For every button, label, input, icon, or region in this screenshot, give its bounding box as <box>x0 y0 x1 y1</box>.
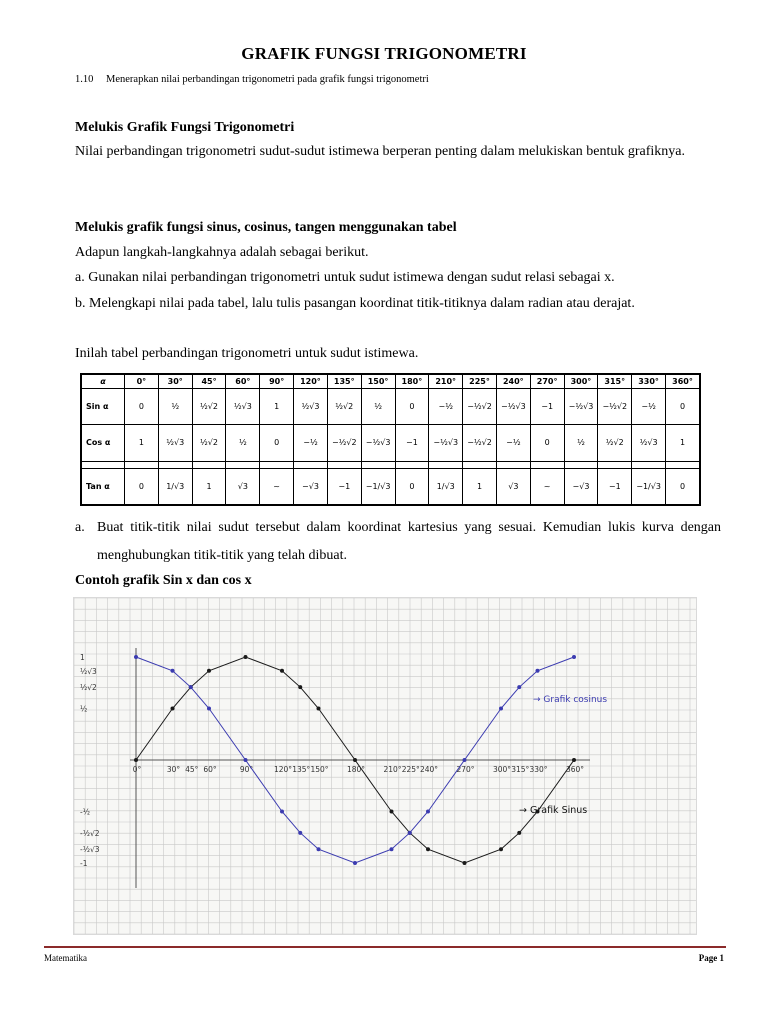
table-header-angle: 0° <box>125 375 159 389</box>
table-cell: −½ <box>496 425 530 461</box>
y-tick-label: ½√2 <box>80 683 97 693</box>
x-tick-label: 360° <box>565 765 585 774</box>
table-cell: ½√2 <box>192 389 226 425</box>
y-tick-label: -½ <box>80 807 90 817</box>
table-row-label: Sin α <box>82 389 125 425</box>
subtitle <box>75 74 429 85</box>
table-cell: ½√3 <box>632 425 666 461</box>
x-tick-label: 330° <box>529 765 548 774</box>
table-cell: ½√3 <box>294 389 328 425</box>
table-cell: −1 <box>530 389 564 425</box>
table-cell: ½√3 <box>226 389 260 425</box>
data-point <box>134 655 138 659</box>
subtitle-number: 1.10 <box>75 74 94 85</box>
table-cell: ½√2 <box>327 389 361 425</box>
table-cell: ½ <box>226 425 260 461</box>
data-point <box>298 831 302 835</box>
cosine-legend-label: → Grafik cosinus <box>533 695 608 705</box>
data-point <box>317 847 321 851</box>
table-cell: −½ <box>632 389 666 425</box>
table-header-angle: 180° <box>395 375 429 389</box>
section1-body: Nilai perbandingan trigonometri sudut-sudut istimewa berperan penting dalam melukiskan bentuk grafiknya. <box>75 144 686 159</box>
x-tick-label: 270° <box>456 765 475 774</box>
table-cell: −½√3 <box>361 425 395 461</box>
data-point <box>207 669 211 673</box>
data-point <box>426 847 430 851</box>
footer-left: Matematika <box>44 953 87 963</box>
table-header-angle: 210° <box>429 375 463 389</box>
data-point <box>171 669 175 673</box>
step-b: b. Melengkapi nilai pada tabel, lalu tulis pasangan koordinat titik-titiknya dalam radian atau derajat. <box>75 296 635 311</box>
table-row <box>82 389 700 425</box>
table-header-angle: 60° <box>226 375 260 389</box>
table-header-angle: 315° <box>598 375 632 389</box>
table-row <box>82 425 700 461</box>
table-header-angle: 30° <box>158 375 192 389</box>
sine-legend-label: → Grafik Sinus <box>519 805 588 816</box>
table-row-label: Cos α <box>82 425 125 461</box>
table-cell: 1 <box>666 425 700 461</box>
x-tick-label: 30° <box>166 765 181 774</box>
x-tick-label: 315° <box>511 765 530 774</box>
graph-panel <box>73 597 697 935</box>
table-cell: −1/√3 <box>632 468 666 504</box>
table-cell: ½√2 <box>598 425 632 461</box>
data-point <box>244 758 248 762</box>
table-cell: −1 <box>598 468 632 504</box>
list-label: a. <box>75 520 85 535</box>
table-header-angle: 135° <box>327 375 361 389</box>
table-header-angle: 120° <box>294 375 328 389</box>
table-cell: −½√3 <box>429 425 463 461</box>
data-point <box>463 861 467 865</box>
trig-chart <box>74 598 696 934</box>
x-tick-label: 120° <box>273 765 293 774</box>
y-tick-label: 1 <box>80 653 85 662</box>
data-point <box>536 669 540 673</box>
table-cell: −√3 <box>564 468 598 504</box>
x-tick-label: 300° <box>492 765 512 774</box>
table-cell: −1/√3 <box>361 468 395 504</box>
data-point <box>353 861 357 865</box>
y-tick-label: ½ <box>80 704 88 714</box>
table-cell: ~ <box>530 468 564 504</box>
table-header-angle: 45° <box>192 375 226 389</box>
table-cell: 1 <box>260 389 294 425</box>
data-point <box>499 707 503 711</box>
table-row-label: Tan α <box>82 468 125 504</box>
data-point <box>390 847 394 851</box>
table-cell: 0 <box>395 468 429 504</box>
table-cell: −½√3 <box>564 389 598 425</box>
table-header-angle: 90° <box>260 375 294 389</box>
data-point <box>572 655 576 659</box>
data-point <box>189 685 193 689</box>
table-header-angle: 150° <box>361 375 395 389</box>
data-point <box>317 707 321 711</box>
data-point <box>280 810 284 814</box>
table-cell: ½√3 <box>158 425 192 461</box>
table-header-angle: 300° <box>564 375 598 389</box>
x-tick-label: 0° <box>132 765 142 774</box>
table-cell: ½ <box>361 389 395 425</box>
y-tick-label: -1 <box>80 859 88 868</box>
data-point <box>390 810 394 814</box>
table-cell: √3 <box>496 468 530 504</box>
table-cell: 1 <box>192 468 226 504</box>
data-point <box>499 847 503 851</box>
table-cell: −√3 <box>294 468 328 504</box>
table-cell: −1 <box>395 425 429 461</box>
table-cell: 1/√3 <box>158 468 192 504</box>
x-tick-label: 210° <box>383 765 402 774</box>
section2-intro: Adapun langkah-langkahnya adalah sebagai berikut. <box>75 245 369 260</box>
data-point <box>463 758 467 762</box>
table-cell: −1 <box>327 468 361 504</box>
table-cell: −½√2 <box>463 425 497 461</box>
table-row <box>82 468 700 504</box>
y-tick-label: -½√3 <box>80 845 100 855</box>
list-item-a <box>75 514 721 570</box>
table-header-angle: 360° <box>666 375 700 389</box>
graph-heading: Contoh grafik Sin x dan cos x <box>75 573 252 588</box>
x-tick-label: 135° <box>292 765 311 774</box>
table-cell: 0 <box>530 425 564 461</box>
data-point <box>244 655 248 659</box>
table-cell: 1/√3 <box>429 468 463 504</box>
section2-heading: Melukis grafik fungsi sinus, cosinus, tangen menggunakan tabel <box>75 220 457 235</box>
table-cell: ½ <box>158 389 192 425</box>
data-point <box>298 685 302 689</box>
table-cell: −½√2 <box>327 425 361 461</box>
table-cell: 0 <box>125 468 159 504</box>
table-cell: −½ <box>429 389 463 425</box>
data-point <box>134 758 138 762</box>
table-cell: 1 <box>125 425 159 461</box>
table-cell: −½√3 <box>496 389 530 425</box>
x-tick-label: 240° <box>419 765 439 774</box>
footer-divider <box>44 946 726 948</box>
table-cell: ~ <box>260 468 294 504</box>
data-point <box>408 831 412 835</box>
table-cell: −½√2 <box>598 389 632 425</box>
table-header-angle: 270° <box>530 375 564 389</box>
x-tick-label: 225° <box>401 765 420 774</box>
table-cell: ½ <box>564 425 598 461</box>
trig-table <box>80 373 701 506</box>
section1-heading: Melukis Grafik Fungsi Trigonometri <box>75 120 295 135</box>
table-cell: −½ <box>294 425 328 461</box>
table-header-angle: 225° <box>463 375 497 389</box>
data-point <box>353 758 357 762</box>
data-point <box>426 810 430 814</box>
table-header-angle: 240° <box>496 375 530 389</box>
x-tick-label: 45° <box>185 765 199 774</box>
data-point <box>572 758 576 762</box>
table-cell: 0 <box>395 389 429 425</box>
subtitle-text: Menerapkan nilai perbandingan trigonometri pada grafik fungsi trigonometri <box>106 74 429 85</box>
table-cell: √3 <box>226 468 260 504</box>
table-cell: ½√2 <box>192 425 226 461</box>
table-cell: −½√2 <box>463 389 497 425</box>
table-cell: 0 <box>666 389 700 425</box>
data-point <box>171 707 175 711</box>
table-cell: 0 <box>260 425 294 461</box>
table-cell: 0 <box>125 389 159 425</box>
table-intro: Inilah tabel perbandingan trigonometri untuk sudut istimewa. <box>75 346 419 361</box>
data-point <box>517 831 521 835</box>
step-a: a. Gunakan nilai perbandingan trigonometri untuk sudut istimewa dengan sudut relasi sebagai x. <box>75 270 615 285</box>
x-tick-label: 150° <box>310 765 329 774</box>
data-point <box>517 685 521 689</box>
data-point <box>207 707 211 711</box>
y-tick-label: ½√3 <box>80 666 97 676</box>
table-cell: 0 <box>666 468 700 504</box>
x-tick-label: 90° <box>239 765 254 774</box>
table-header-angle: 330° <box>632 375 666 389</box>
footer-page-number: Page 1 <box>698 953 724 963</box>
table-header-alpha: α <box>82 375 125 389</box>
y-tick-label: -½√2 <box>80 828 100 838</box>
list-text: Buat titik-titik nilai sudut tersebut dalam koordinat kartesius yang sesuai. Kemudian lukis kurva dengan menghubungkan titik-titik yang telah dibuat. <box>97 520 721 563</box>
page-title: GRAFIK FUNGSI TRIGONOMETRI <box>241 44 527 63</box>
table-cell: 1 <box>463 468 497 504</box>
x-tick-label: 60° <box>203 765 217 774</box>
data-point <box>280 669 284 673</box>
x-tick-label: 180° <box>346 765 366 774</box>
